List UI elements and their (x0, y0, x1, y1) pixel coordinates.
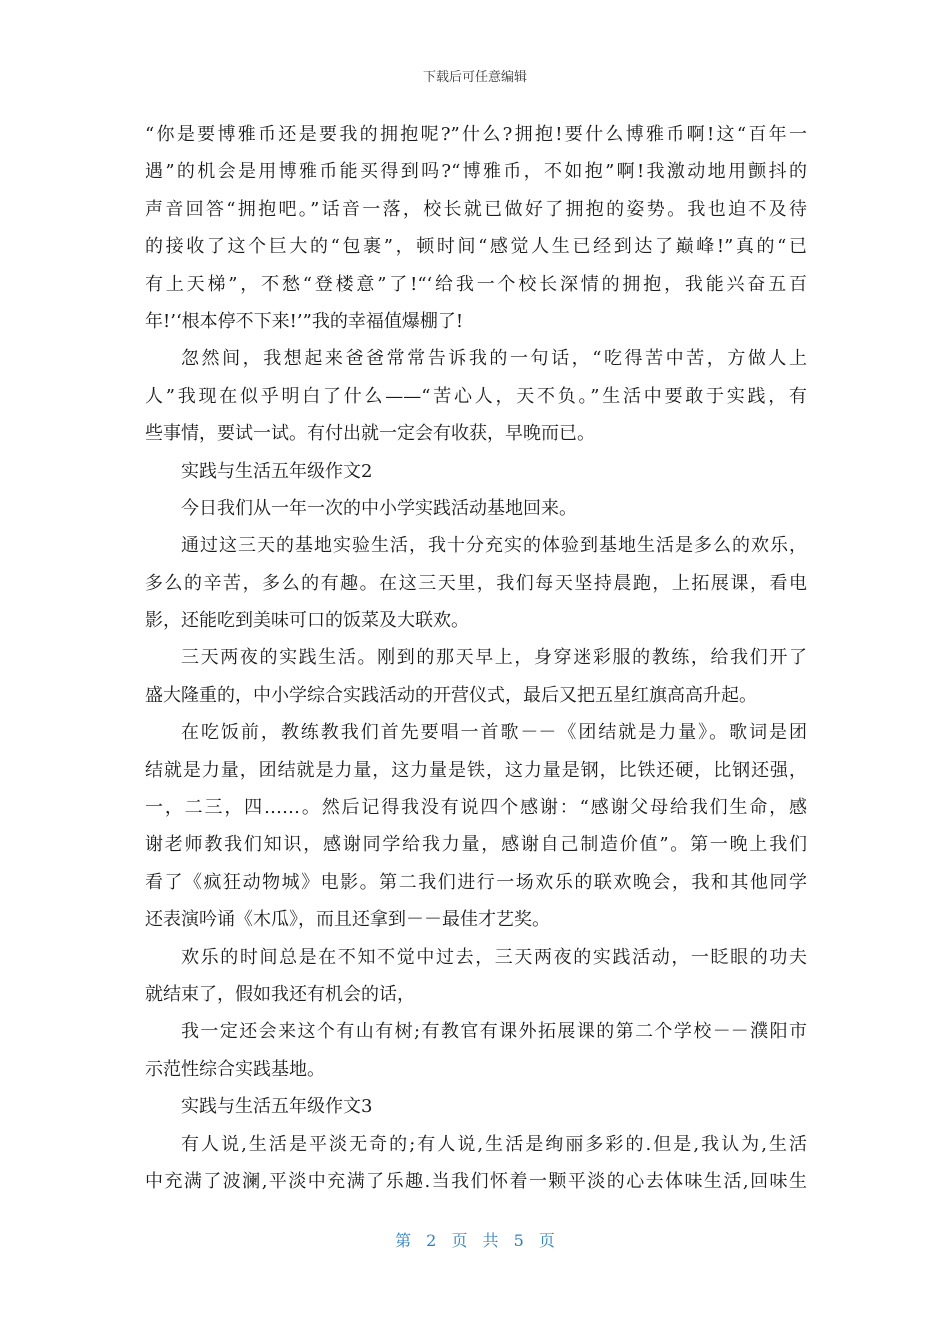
text-line: 我一定还会来这个有山有树;有教官有课外拓展课的第二个学校－－濮阳市 (181, 1021, 807, 1043)
text-line: 年!’‘根本停不下来!’”我的幸福值爆棚了! (145, 310, 464, 332)
text-line: 些事情，要试一试。有付出就一定会有收获，早晚而已。 (145, 423, 595, 445)
heading-text: 实践与生活五年级作文2 (181, 460, 373, 482)
paragraph (145, 527, 807, 639)
page-header: 下载后可任意编辑 (422, 70, 527, 85)
text-line: 影，还能吃到美味可口的饭菜及大联欢。 (145, 610, 469, 632)
paragraph (145, 1126, 807, 1201)
text-line: 多么的辛苦，多么的有趣。在这三天里，我们每天坚持晨跑，上拓展课，看电 (145, 572, 807, 594)
text-line: 在吃饭前，教练教我们首先要唱一首歌－－《团结就是力量》。歌词是团 (181, 722, 807, 744)
paragraph (145, 1013, 807, 1088)
text-line: 欢乐的时间总是在不知不觉中过去，三天两夜的实践活动，一眨眼的功夫 (181, 946, 807, 968)
text-line: 一，二三，四……。然后记得我没有说四个感谢：“感谢父母给我们生命，感 (145, 797, 807, 819)
text-line: 还表演吟诵《木瓜》，而且还拿到－－最佳才艺奖。 (145, 909, 550, 931)
paragraph (145, 340, 807, 452)
text-line: 示范性综合实践基地。 (145, 1058, 325, 1080)
text-line: 三天两夜的实践生活。刚到的那天早上，身穿迷彩服的教练，给我们开了 (181, 647, 807, 669)
text-line: “你是要博雅币还是要我的拥抱呢?”什么?拥抱!要什么博雅币啊!这“百年一 (145, 124, 807, 145)
paragraph (145, 490, 807, 527)
text-line: 忽然间，我想起来爸爸常常告诉我的一句话，“吃得苦中苦，方做人上 (181, 348, 807, 370)
text-line: 今日我们从一年一次的中小学实践活动基地回来。 (181, 497, 577, 519)
paragraph (145, 714, 807, 938)
text-line: 看了《疯狂动物城》电影。第二我们进行一场欢乐的联欢晚会，我和其他同学 (145, 871, 807, 893)
text-line: 通过这三天的基地实验生活，我十分充实的体验到基地生活是多么的欢乐， (181, 535, 807, 557)
text-line: 谢老师教我们知识，感谢同学给我力量，感谢自己制造价值”。第一晚上我们 (145, 834, 807, 856)
document-body (145, 116, 807, 1200)
text-line: 的接收了这个巨大的“包裹”，顿时间“感觉人生已经到达了巅峰!”真的“已 (145, 236, 807, 258)
paragraph (145, 639, 807, 714)
text-line: 有人说,生活是平淡无奇的;有人说,生活是绚丽多彩的.但是,我认为,生活 (181, 1133, 807, 1155)
page-number: 第 2 页 共 5 页 (395, 1231, 555, 1250)
text-line: 有上天梯”，不愁“登楼意”了!“‘给我一个校长深情的拥抱，我能兴奋五百 (145, 273, 807, 295)
text-line: 结就是力量，团结就是力量，这力量是铁，这力量是钢，比铁还硬，比钢还强， (145, 759, 807, 781)
text-line: 声音回答“拥抱吧。”话音一落，校长就已做好了拥抱的姿势。我也迫不及待 (145, 198, 807, 220)
text-line: 遇”的机会是用博雅币能买得到吗?“博雅币，不如抱”啊!我激动地用颤抖的 (145, 161, 807, 183)
paragraph (145, 939, 807, 1014)
section-heading (145, 453, 807, 490)
heading-text: 实践与生活五年级作文3 (181, 1096, 373, 1118)
text-line: 中充满了波澜,平淡中充满了乐趣.当我们怀着一颗平淡的心去体味生活,回味生 (145, 1170, 807, 1192)
text-line: 人”我现在似乎明白了什么——“苦心人，天不负。”生活中要敢于实践，有 (145, 385, 807, 407)
text-line: 就结束了，假如我还有机会的话， (145, 983, 415, 1005)
paragraph (145, 116, 807, 340)
text-line: 盛大隆重的，中小学综合实践活动的开营仪式，最后又把五星红旗高高升起。 (145, 684, 757, 706)
section-heading (145, 1088, 807, 1125)
